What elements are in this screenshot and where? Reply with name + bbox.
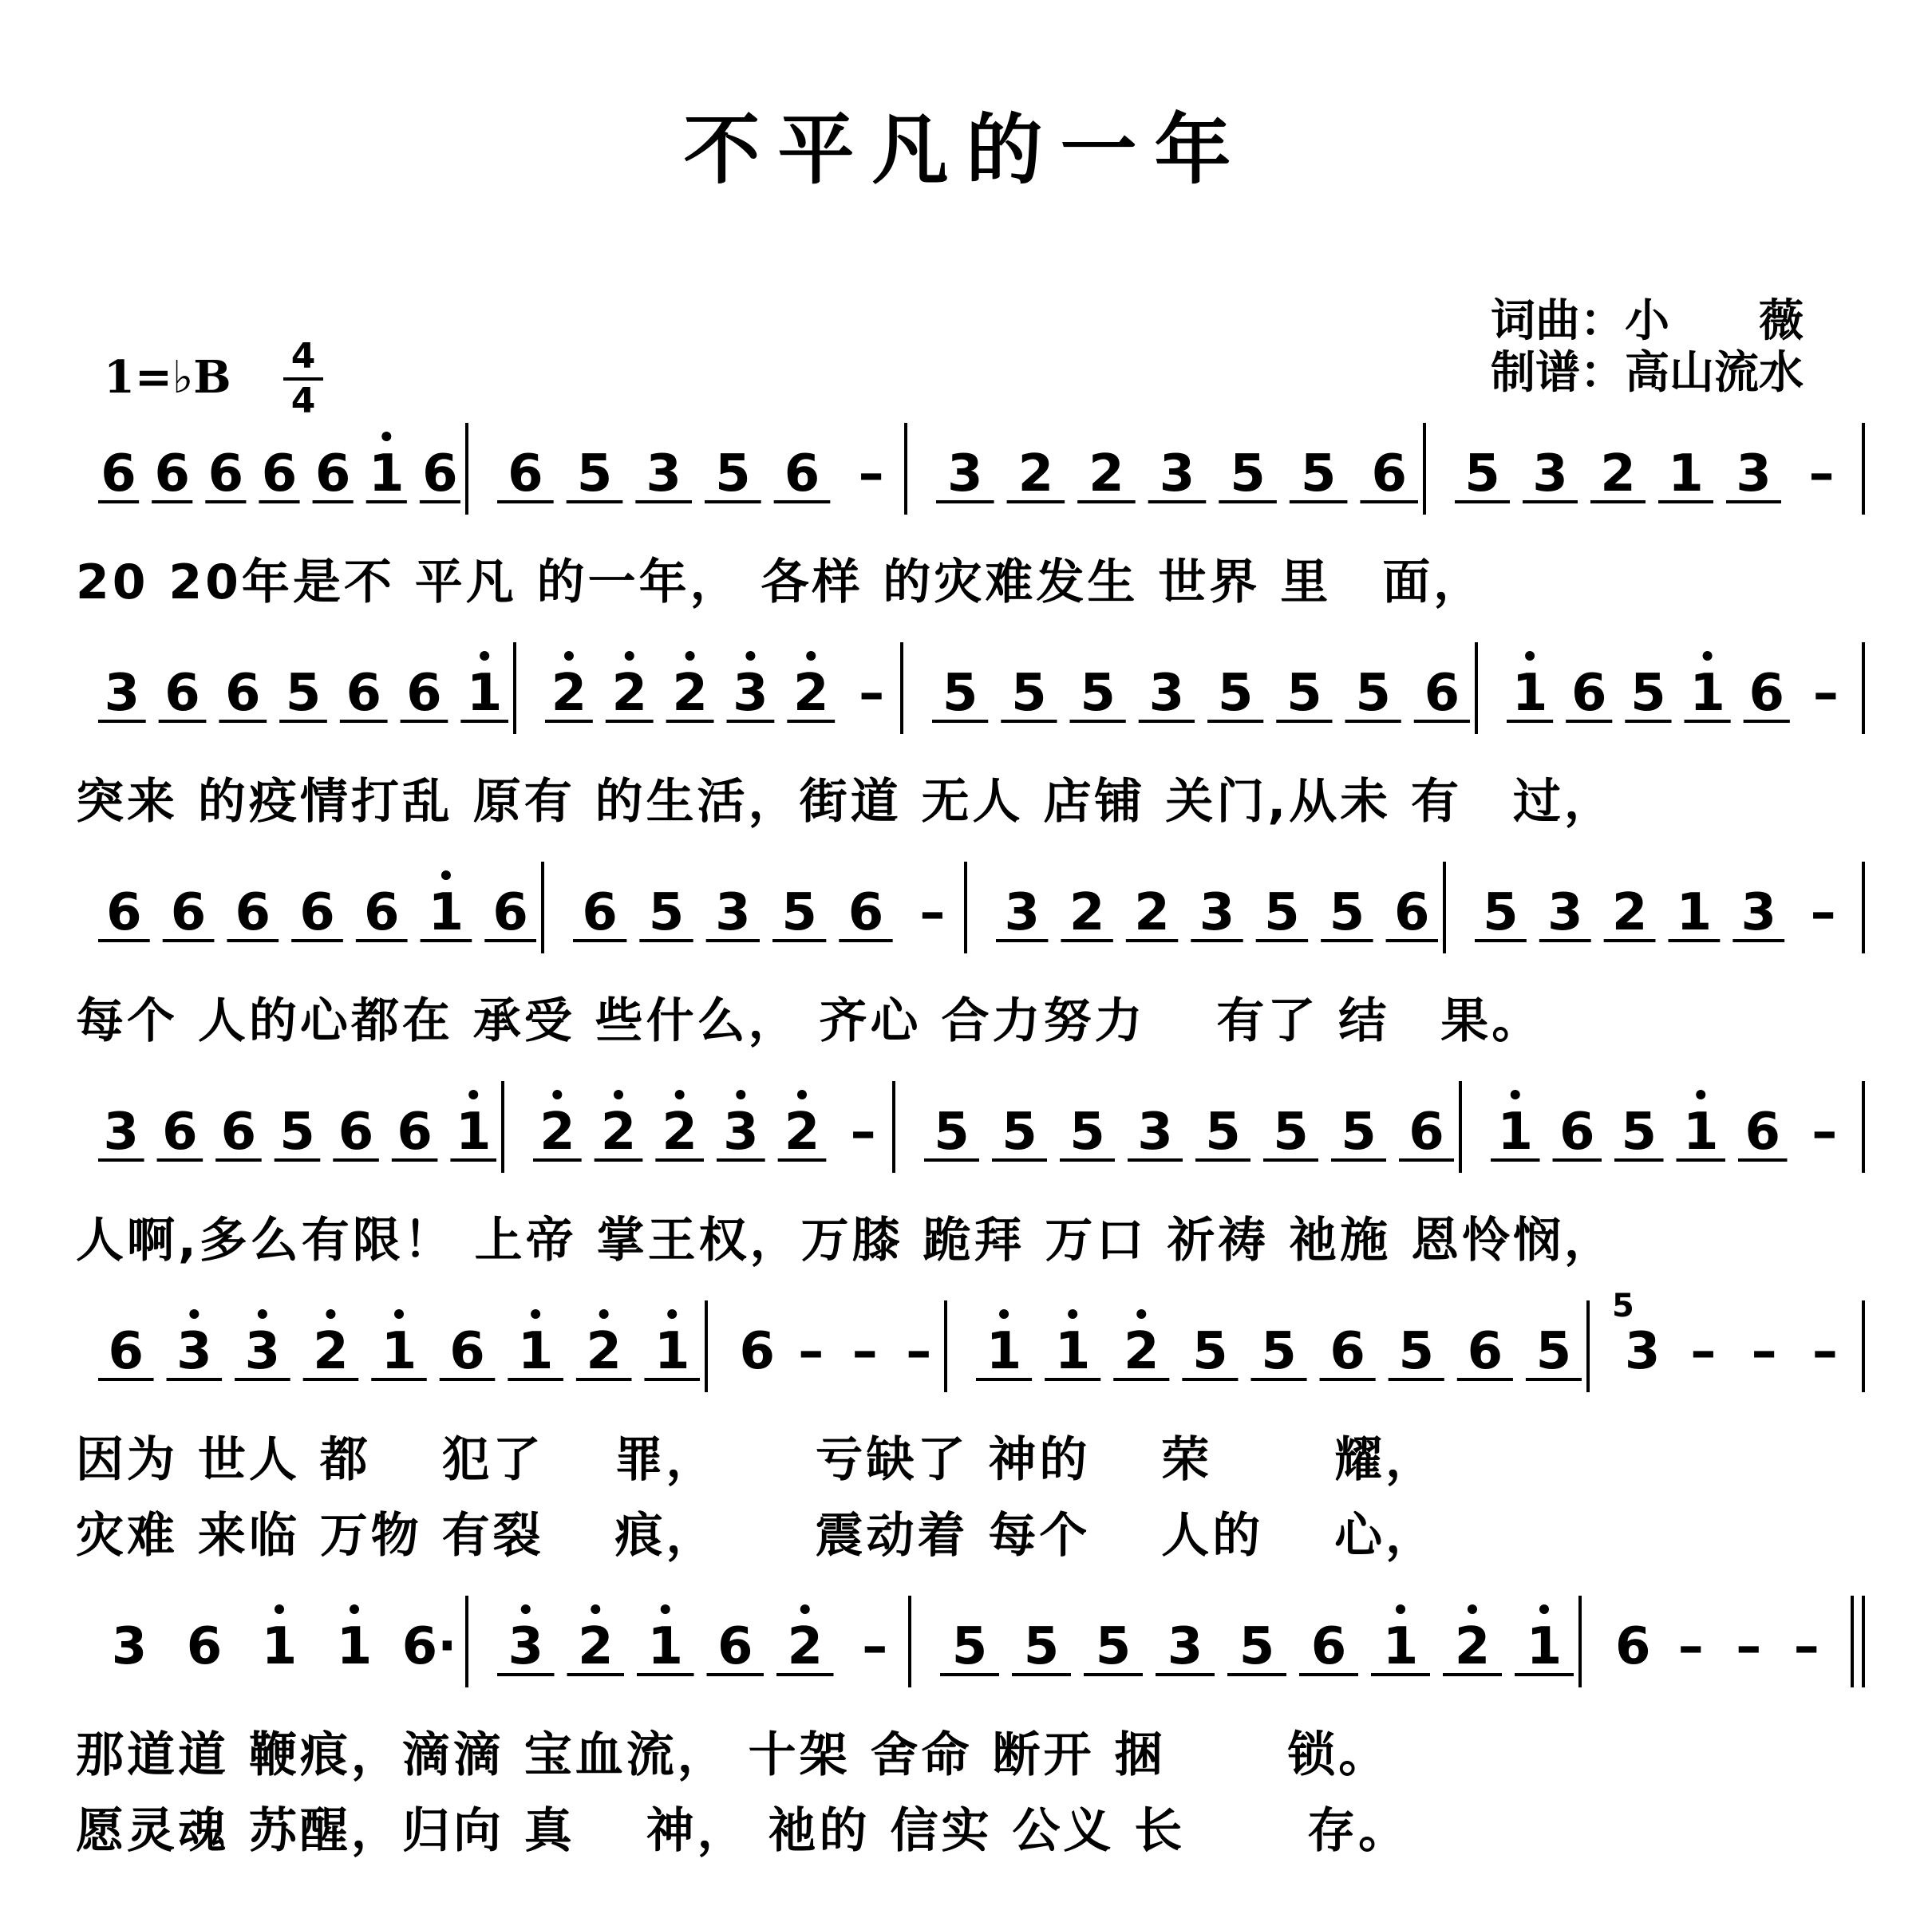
note: 3 — [1004, 883, 1040, 942]
note: 6 — [235, 883, 271, 942]
note: 5 — [1261, 1322, 1297, 1381]
note: 1 — [1497, 1103, 1534, 1162]
note: 1 — [381, 1322, 417, 1381]
note: 2 — [577, 1617, 614, 1676]
note: 1 — [1676, 883, 1713, 942]
note: – — [862, 1617, 888, 1676]
note: 6 — [582, 883, 618, 942]
note: – — [851, 1322, 878, 1381]
note: 1 — [1689, 664, 1725, 723]
note: 6 — [154, 444, 190, 503]
note: 1 — [517, 1322, 554, 1381]
note: 6 — [108, 1322, 144, 1381]
note: 5 — [951, 1617, 988, 1676]
octave-dot — [806, 651, 816, 661]
note: 6 — [1329, 1322, 1365, 1381]
note: 2 — [784, 1103, 820, 1162]
note: – — [1811, 1322, 1838, 1381]
note: 2 — [600, 1103, 637, 1162]
note: 3 — [723, 1103, 759, 1162]
note: 3 — [1148, 664, 1185, 723]
note: 6 — [1394, 883, 1430, 942]
note: 2 — [611, 664, 648, 723]
note: 5 — [1069, 1103, 1105, 1162]
note: 2 — [792, 664, 829, 723]
note: 2 — [662, 1103, 697, 1162]
note: 6 — [847, 883, 884, 942]
note: 3 — [1137, 1103, 1173, 1162]
note: 6 — [186, 1617, 223, 1676]
note: 5 — [576, 444, 613, 503]
note: – — [1793, 1617, 1819, 1676]
octave-dot — [1468, 1604, 1477, 1614]
note: – — [1751, 1322, 1777, 1381]
octave-dot — [258, 1309, 267, 1319]
note: – — [1736, 1617, 1762, 1676]
octave-dot — [1511, 1090, 1520, 1099]
note: 5 — [1273, 1103, 1309, 1162]
note: 1 — [654, 1322, 690, 1381]
key-signature: 1=♭B — [104, 351, 231, 404]
octave-dot — [599, 1309, 609, 1319]
note: 2 — [1017, 444, 1054, 503]
lyric-line-5: 因为 世人 都 犯了 罪， 亏缺了 神的 荣 耀， — [76, 1432, 1437, 1488]
octave-dot — [381, 432, 391, 441]
note: 6 — [1744, 1103, 1781, 1162]
octave-dot — [591, 1604, 600, 1614]
note: 6 — [508, 444, 543, 503]
note: – — [1808, 444, 1835, 503]
note: – — [919, 883, 946, 942]
note: 3 — [1167, 1617, 1203, 1676]
note: 1 — [1382, 1617, 1419, 1676]
note: 5 — [1023, 1617, 1060, 1676]
octave-dot — [564, 651, 574, 661]
note: 6 — [406, 664, 442, 723]
octave-dot — [531, 1309, 540, 1319]
lyric-line-8: 愿灵魂 苏醒，归向 真 神， 祂的 信实 公义 长 存。 — [76, 1803, 1410, 1859]
grace-note: 5 — [1612, 1288, 1634, 1324]
octave-dot — [661, 1604, 670, 1614]
octave-dot — [736, 1090, 745, 1099]
note: 5 — [1286, 664, 1322, 723]
note: 3 — [1199, 883, 1235, 942]
note: 6 — [492, 883, 528, 942]
note: 3 — [1159, 444, 1195, 503]
note: 5 — [1355, 664, 1391, 723]
octave-dot — [745, 651, 755, 661]
note: 1 — [647, 1617, 684, 1676]
note: 5 — [1239, 1617, 1275, 1676]
note: 1 — [1511, 664, 1548, 723]
note: 5 — [1002, 1103, 1037, 1162]
song-title: 不平凡的一年 — [683, 105, 1249, 195]
note: 6 — [225, 664, 261, 723]
note: 6 — [1748, 664, 1785, 723]
note: 2 — [313, 1322, 349, 1381]
note: 2 — [1088, 444, 1124, 503]
note: 5 — [781, 883, 817, 942]
note: 3 — [508, 1617, 544, 1676]
note: 6 — [346, 664, 381, 723]
note: 3 — [176, 1322, 212, 1381]
note: – — [1810, 883, 1836, 942]
note: 6· — [401, 1617, 457, 1676]
note: – — [1690, 1322, 1717, 1381]
note: 6 — [338, 1103, 374, 1162]
note: 5 — [1398, 1322, 1434, 1381]
note: 6 — [1570, 664, 1607, 723]
note: 2 — [1600, 444, 1636, 503]
note: – — [906, 1322, 932, 1381]
note: 5 — [1483, 883, 1519, 942]
note: 5 — [279, 1103, 315, 1162]
note: 6 — [1559, 1103, 1595, 1162]
note: 5 — [1630, 664, 1666, 723]
note: 6 — [1409, 1103, 1444, 1162]
octave-dot — [1539, 1604, 1549, 1614]
note: 3 — [1532, 444, 1568, 503]
note: – — [850, 1103, 876, 1162]
octave-dot — [552, 1090, 562, 1099]
note: 1 — [1682, 1103, 1719, 1162]
octave-dot — [999, 1309, 1009, 1319]
note: 6 — [1310, 1617, 1347, 1676]
octave-dot — [1396, 1604, 1405, 1614]
note: 6 — [162, 1103, 198, 1162]
note: 3 — [244, 1322, 281, 1381]
note: 5 — [1300, 444, 1337, 503]
octave-dot — [1696, 1090, 1705, 1099]
lyric-line-7: 那道道 鞭痕，滴滴 宝血流， 十架 舍命 断开 捆 锁。 — [76, 1727, 1390, 1783]
note: 6 — [739, 1322, 776, 1381]
note: 3 — [103, 1103, 140, 1162]
note: 2 — [1454, 1617, 1491, 1676]
lyric-line-2: 突来 的疫情打乱 原有 的生活，街道 无人 店铺 关门,从未 有 过， — [76, 774, 1616, 830]
octave-dot — [275, 1604, 284, 1614]
note: 5 — [1329, 883, 1365, 942]
octave-dot — [394, 1309, 404, 1319]
note: 2 — [539, 1103, 575, 1162]
octave-dot — [667, 1309, 677, 1319]
note: 6 — [449, 1322, 485, 1381]
note: 6 — [207, 444, 244, 503]
note: 3 — [1624, 1322, 1661, 1381]
note: 6 — [220, 1103, 257, 1162]
note: 6 — [1371, 444, 1407, 503]
note: 6 — [422, 444, 458, 503]
note: 3 — [1547, 883, 1583, 942]
note: 1 — [261, 1617, 298, 1676]
octave-dot — [326, 1309, 335, 1319]
octave-dot — [800, 1604, 810, 1614]
time-signature-bottom: 4 — [290, 381, 316, 421]
octave-dot — [521, 1604, 531, 1614]
note: 3 — [1740, 883, 1777, 942]
octave-dot — [614, 1090, 623, 1099]
note: – — [1811, 1103, 1838, 1162]
credit-engraver: 制谱：高山流水 — [1491, 347, 1804, 399]
lyric-line-3: 每个 人的心都在 承受 些什么， 齐心 合力努力 有了 结 果。 — [76, 993, 1543, 1049]
octave-dot — [441, 870, 451, 880]
note: 5 — [1621, 1103, 1657, 1162]
note: 1 — [466, 664, 503, 723]
time-signature-top: 4 — [290, 336, 316, 377]
note: – — [859, 664, 885, 723]
note: 6 — [717, 1617, 753, 1676]
credit-lyrics-music: 词曲：小 薇 — [1491, 295, 1804, 347]
note: 2 — [672, 664, 708, 723]
note: 3 — [947, 444, 983, 503]
note: 2 — [551, 664, 587, 723]
note: 5 — [1217, 664, 1254, 723]
note: 1 — [1054, 1322, 1091, 1381]
note: – — [1677, 1617, 1704, 1676]
note: 6 — [314, 444, 351, 503]
octave-dot — [685, 651, 695, 661]
note: 3 — [1736, 444, 1772, 503]
note: 3 — [715, 883, 751, 942]
note: 1 — [1526, 1617, 1563, 1676]
note: 5 — [1080, 664, 1116, 723]
note: – — [1812, 664, 1839, 723]
note: 5 — [1341, 1103, 1377, 1162]
note: 6 — [299, 883, 335, 942]
note: 5 — [1192, 1322, 1228, 1381]
note: – — [858, 444, 884, 503]
note: 6 — [1424, 664, 1460, 723]
note: 2 — [1124, 1322, 1160, 1381]
octave-dot — [1525, 651, 1535, 661]
note: 5 — [1011, 664, 1047, 723]
note: 6 — [106, 883, 142, 942]
note: 6 — [397, 1103, 433, 1162]
note: 6 — [261, 444, 298, 503]
note: 5 — [1535, 1322, 1572, 1381]
note: 6 — [363, 883, 400, 942]
octave-dot — [625, 651, 634, 661]
note: 6 — [170, 883, 207, 942]
octave-dot — [1136, 1309, 1146, 1319]
octave-dot — [480, 651, 489, 661]
note: 5 — [934, 1103, 970, 1162]
note: 1 — [1668, 444, 1704, 503]
octave-dot — [1703, 651, 1713, 661]
note: 6 — [1614, 1617, 1651, 1676]
note: 1 — [986, 1322, 1022, 1381]
note: 5 — [942, 664, 978, 723]
octave-dot — [468, 1090, 478, 1099]
note: 5 — [1095, 1617, 1132, 1676]
note: 5 — [1230, 444, 1266, 503]
note: 3 — [733, 664, 768, 723]
note: 6 — [101, 444, 136, 503]
note: 5 — [1205, 1103, 1241, 1162]
note: 6 — [164, 664, 200, 723]
note: 1 — [428, 883, 464, 942]
lyric-line-6: 灾难 来临 万物 有裂 痕， 震动着 每个 人的 心， — [76, 1508, 1437, 1564]
note: 5 — [715, 444, 751, 503]
note: 3 — [646, 444, 682, 503]
octave-dot — [350, 1604, 359, 1614]
note: 2 — [1611, 883, 1648, 942]
note: 6 — [784, 444, 820, 503]
note: 5 — [1264, 883, 1300, 942]
octave-dot — [1068, 1309, 1077, 1319]
note: – — [798, 1322, 824, 1381]
note: 1 — [369, 444, 405, 503]
octave-dot — [675, 1090, 685, 1099]
lyric-line-1: 20 20年是不 平凡 的一年， 各样 的灾难发生 世界 里 面， — [76, 554, 1485, 610]
note: 6 — [1467, 1322, 1503, 1381]
note: 5 — [285, 664, 322, 723]
octave-dot — [189, 1309, 199, 1319]
note: 5 — [648, 883, 685, 942]
note: 2 — [1134, 883, 1170, 942]
octave-dot — [797, 1090, 807, 1099]
note: 2 — [787, 1617, 824, 1676]
note: 2 — [586, 1322, 622, 1381]
lyric-line-4: 人啊,多么有限！ 上帝 掌王权，万膝 跪拜 万口 祈祷 祂施 恩怜悯， — [76, 1213, 1616, 1269]
note: 3 — [104, 664, 140, 723]
note: 2 — [1069, 883, 1105, 942]
note: 1 — [455, 1103, 492, 1162]
note: 5 — [1464, 444, 1500, 503]
note: 1 — [336, 1617, 373, 1676]
note: 3 — [111, 1617, 148, 1676]
